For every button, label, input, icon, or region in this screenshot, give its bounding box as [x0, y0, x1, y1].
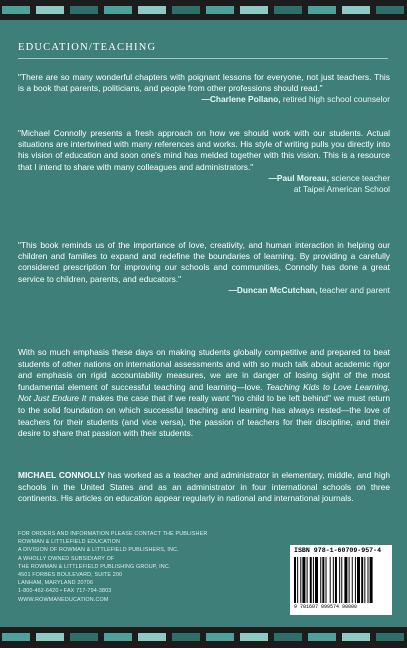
description-text: With so much emphasis these days on making students globally competitive and prepared to beat students of other nations on international assessments and with so much talk about academic rigor and emphasis on rigid accountability measures, we are in danger of losing sight of the most fundamental element of successful teaching and learning—love.	[18, 347, 390, 392]
top-decorative-band	[0, 0, 407, 20]
publisher-line: A DIVISION OF ROWMAN & LITTLEFIELD PUBLISHERS, INC.	[18, 547, 179, 554]
quote-text: "There are so many wonderful chapters with poignant lessons for everyone, not just teachers. This is a book that parents, politicians, and people from other professions should read."	[18, 72, 390, 94]
publisher-line: ROWMAN & LITTLEFIELD EDUCATION	[18, 539, 121, 546]
category-label: EDUCATION/TEACHING	[18, 42, 157, 53]
book-description	[18, 347, 390, 440]
isbn-number: ISBN 978-1-60709-957-4	[294, 547, 382, 554]
publisher-info	[18, 530, 238, 604]
quote-author-role: teacher and parent	[317, 284, 390, 295]
barcode-digits: 9 781607 099574 90000	[294, 604, 358, 610]
quote-author-affiliation: at Taipei American School	[293, 184, 390, 195]
author-bio-text: has worked as a teacher and administrator in elementary, middle, and high schools in the United States and as an administrator in four international schools on three continents. His articles on education appear regularly in national and international journals.	[18, 470, 391, 504]
publisher-line: 4501 FORBES BOULEVARD, SUITE 200	[18, 572, 123, 579]
publisher-line: 1-800-462-6420 • FAX 717-794-3803	[18, 588, 112, 595]
publisher-line: FOR ORDERS AND INFORMATION PLEASE CONTACT THE PUBLISHER	[18, 531, 208, 537]
quote-author-role: retired high school counselor	[280, 94, 390, 105]
author-bio	[18, 470, 390, 505]
isbn-barcode	[290, 545, 392, 615]
quote-author: —Duncan McCutchan,	[228, 284, 318, 295]
publisher-line: THE ROWMAN & LITTLEFIELD PUBLISHING GROUP, INC.	[18, 563, 171, 570]
author-name: MICHAEL CONNOLLY	[18, 470, 106, 480]
bottom-decorative-band	[0, 627, 407, 648]
quote-2	[18, 128, 390, 195]
divider	[18, 58, 388, 59]
book-title: Teaching Kids to Love Learning, Not Just Endure It	[18, 381, 391, 404]
quote-author: —Paul Moreau,	[268, 172, 329, 183]
quote-author: —Charlene Pollano,	[201, 94, 281, 105]
publisher-line: LANHAM, MARYLAND 20706	[18, 580, 94, 587]
description-text-cont: makes the case that if we really want "no child to be left behind" we must return to the solid foundation on which successful teaching and learning has always rested—the love of teachers for their students (and vice versa), the passion of teachers for their discipline, and their desire to share that passion with their students.	[18, 393, 390, 439]
quote-1	[18, 72, 390, 106]
quote-author-role: science teacher	[329, 172, 390, 183]
quote-attribution	[18, 173, 390, 184]
publisher-line: WWW.ROWMANEDUCATION.COM	[18, 596, 109, 603]
quote-attribution	[18, 94, 390, 105]
quote-attribution-line2	[18, 184, 390, 195]
quote-attribution	[18, 285, 390, 296]
quote-3	[18, 240, 390, 296]
publisher-line: A WHOLLY OWNED SUBSIDIARY OF	[18, 555, 115, 562]
barcode-graphic	[294, 557, 388, 603]
quote-text: "Michael Connolly presents a fresh approach on how we should work with our students. Actual situations are intertwined with many references and works. His style of writing pulls you directly into his vision of education and soon one's mind has melded together with this vision. This is a resource that I intend to share with many colleagues and administrators."	[18, 128, 390, 172]
quote-text: "This book reminds us of the importance of love, creativity, and human interaction in helping our children and families to expand and redefine the boundaries of learning. By providing a carefully considered prescription for improving our schools and communities, Connolly has done a great service to children, parents, and educators."	[18, 240, 390, 284]
